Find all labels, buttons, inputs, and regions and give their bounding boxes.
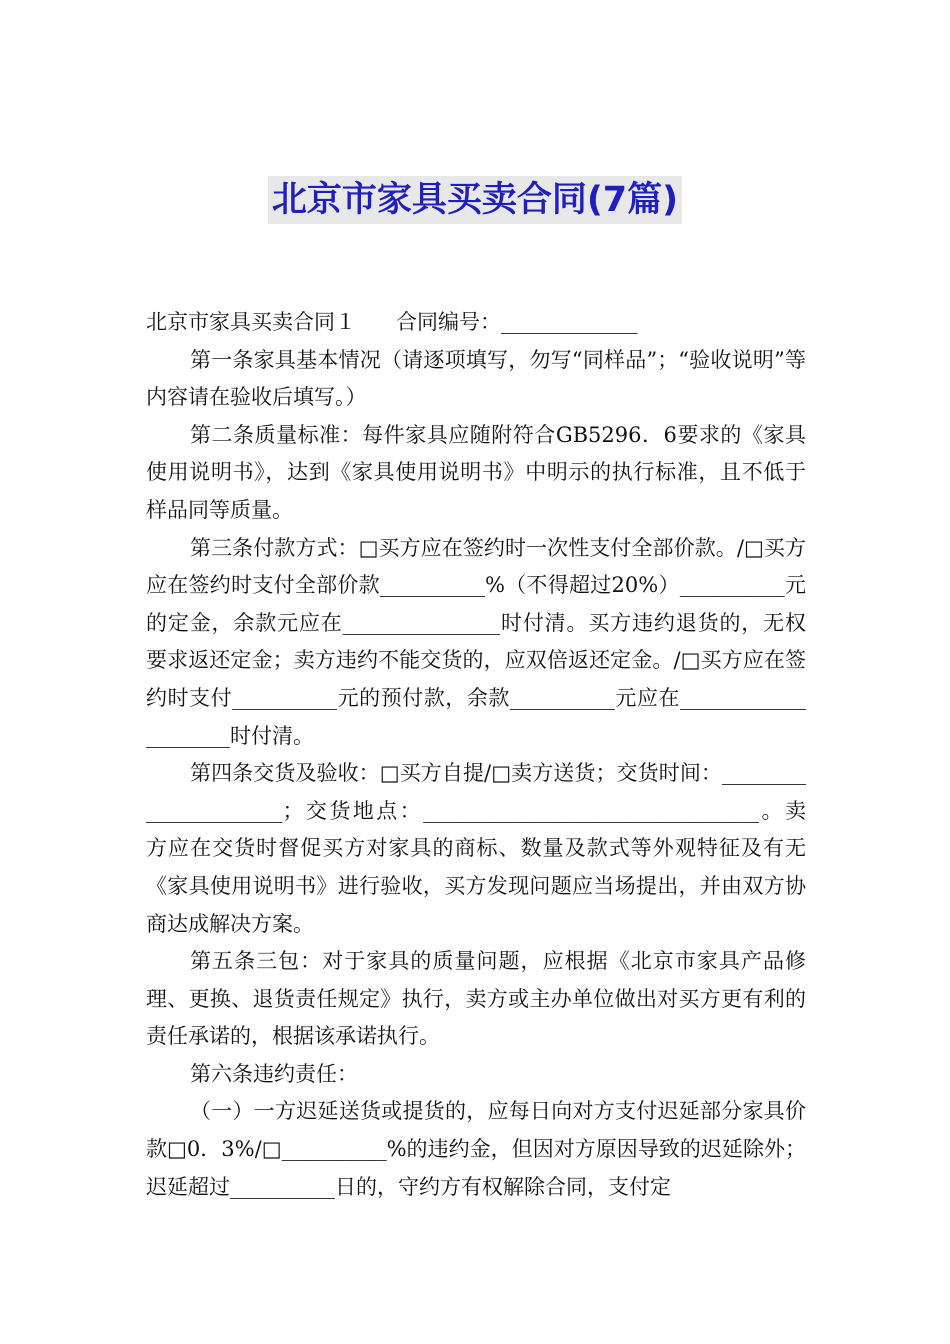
article-6-heading: 第六条违约责任： [190, 1061, 358, 1086]
article-3-paragraph: 第三条付款方式：□买方应在签约时一次性支付全部价款。/□买方应在签约时支付全部价款__________%（不得超过20%）__________元的定金，余款元应在_______________时付清。买方违约退货的，无权要求返还定金；卖方违约不能交货的，应双倍返还定金。/□买方应在签约时支付__________元的预付款，余款__________元应在____________________时付清。 [146, 535, 806, 748]
article-4-paragraph: 第四条交货及验收：□买方自提/□卖方送货；交货时间：_____________________；交货地点：________________________________。卖方应在交货时督促买方对家具的商标、数量及款式等外观特征及有无《家具使用说明书》进行验收，买方发现问题应当场提出，并由双方协商达成解决方案。 [146, 761, 806, 936]
article-2-paragraph: 第二条质量标准：每件家具应随附符合GB5296．6要求的《家具使用说明书》，达到《家具使用说明书》中明示的执行标准，且不低于样品同等质量。 [146, 422, 806, 522]
contract-name: 北京市家具买卖合同１ [146, 310, 356, 334]
contract-number-label: 合同编号：_____________ [396, 310, 638, 334]
document-body [146, 304, 806, 1206]
article-6-clause-1: （一）一方迟延送货或提货的，应每日向对方支付迟延部分家具价款□0．3%/□__________%的违约金，但因对方原因导致的迟延除外；迟延超过__________日的，守约方有权解除合同，支付定 [146, 1099, 806, 1199]
contract-header-line [146, 304, 806, 342]
article-1-paragraph: 第一条家具基本情况（请逐项填写，勿写“同样品”；“验收说明”等内容请在验收后填写。） [146, 347, 806, 410]
title-area [0, 176, 950, 224]
article-5-paragraph: 第五条三包：对于家具的质量问题，应根据《北京市家具产品修理、更换、退货责任规定》执行，卖方或主办单位做出对买方更有利的责任承诺的，根据该承诺执行。 [146, 949, 806, 1049]
document-title: 北京市家具买卖合同(7篇) [268, 176, 682, 224]
